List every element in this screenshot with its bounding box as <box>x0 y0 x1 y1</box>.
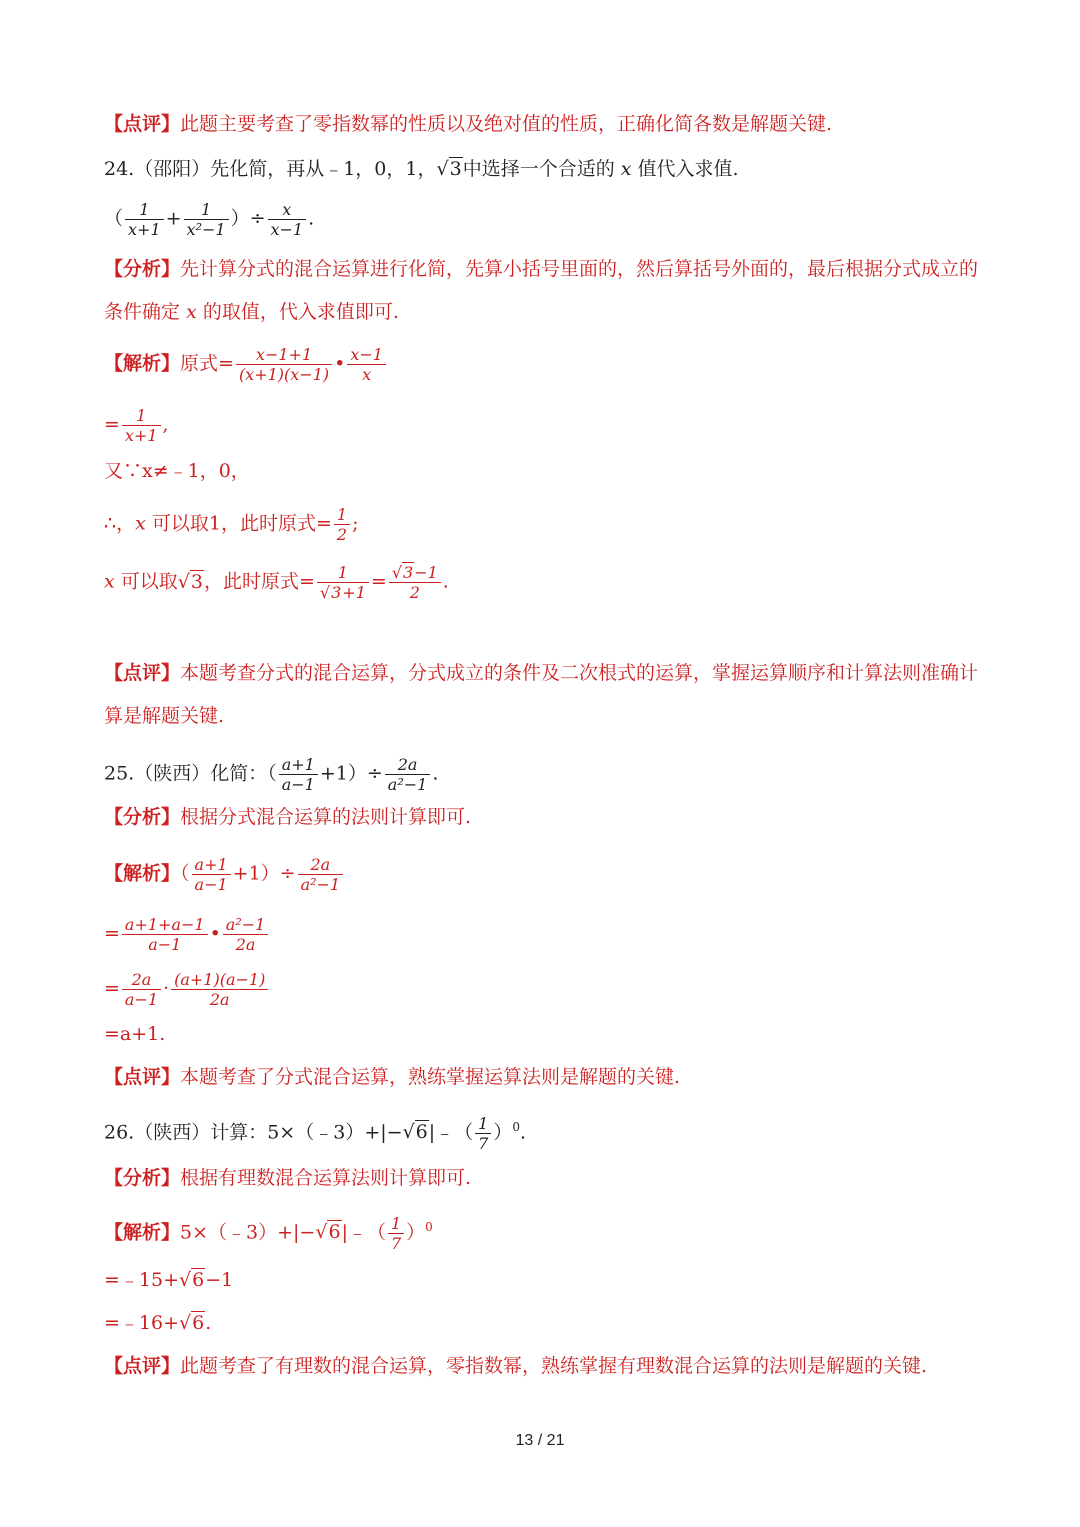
solution-tag: 【解析】 <box>104 1221 181 1244</box>
sqrt-symbol: √3 <box>436 158 462 180</box>
fraction: $\frac{x}{x-1}$ <box>268 200 307 239</box>
question-26: 26.（陕西）计算：5×（﹣3）+|−√6|﹣（ $\frac{1}{7}$ ）$^0$. <box>104 1113 527 1153</box>
review-24: 【点评】本题考查分式的混合运算，分式成立的条件及二次根式的运算，掌握运算顺序和计算法则准确计 <box>104 662 979 684</box>
q24-suffix: 值代入求值. <box>637 158 739 180</box>
fraction: $\frac{2a}{\text{a²−1}}$ <box>385 755 431 794</box>
review-26: 【点评】此题考查了有理数的混合运算，零指数幂，熟练掌握有理数混合运算的法则是解题的关键. <box>104 1355 928 1377</box>
analysis-26: 【分析】根据有理数混合运算法则计算即可. <box>104 1167 472 1189</box>
fraction: $\frac{(a+1)(a-1)}{2a}$ <box>171 970 268 1009</box>
fraction: $\frac{\text{a²−1}}{2a}$ <box>223 915 269 954</box>
solution-25: 【解析】（ $\frac{a+1}{a-1}$ +1）÷ $\frac{2a}{\text{a²−1}}$ <box>104 855 345 894</box>
fraction: $\frac{a+1}{a-1}$ <box>279 755 318 794</box>
question-24 <box>104 155 739 183</box>
fraction: $\frac{a+1}{a-1}$ <box>192 855 231 894</box>
solution-tag: 【解析】 <box>104 352 181 375</box>
fraction: $\frac{1}{7}$ <box>388 1214 404 1253</box>
fraction: $\frac{√3-1}{2}$ <box>389 563 441 602</box>
solution-24-condition: 又∵x≠﹣1，0， <box>104 460 250 482</box>
question-25: 25.（陕西）化简：（ $\frac{a+1}{a-1}$ +1）÷ $\frac{2a}{\text{a²−1}}$ . <box>104 755 439 794</box>
fraction: $\frac{a+1+a-1}{a-1}$ <box>122 915 208 954</box>
solution-25-final: =a+1. <box>104 1023 166 1045</box>
review-tag: 【点评】 <box>104 662 181 684</box>
solution-24-case1: ∴，x 可以取1，此时原式= $\frac{1}{2}$ ; <box>104 505 359 544</box>
fraction: $\frac{1}{x+1}$ <box>125 200 164 239</box>
review-23 <box>104 110 832 138</box>
question-24-expression: （ $\frac{1}{x+1}$ + $\frac{1}{\text{x²−1}}$ ）÷ $\frac{x}{x-1}$ . <box>104 200 315 239</box>
solution-26-step2: =﹣16+√6. <box>104 1312 212 1334</box>
review-24-line2: 算是解题关键. <box>104 705 225 727</box>
solution-25-step2: = $\frac{2a}{a-1}$ · $\frac{(a+1)(a-1)}{2a}$ <box>104 970 270 1009</box>
fraction: $\frac{2a}{\text{a²−1}}$ <box>298 855 344 894</box>
fraction: $\frac{1}{√3+1}$ <box>317 563 369 602</box>
solution-25-step1: = $\frac{a+1+a-1}{a-1}$ • $\frac{\text{a²−1}}{2a}$ <box>104 915 270 954</box>
fraction: $\frac{1}{\text{x²−1}}$ <box>184 200 229 239</box>
solution-24: 【解析】原式= $\frac{x-1+1}{(x+1)(x-1)}$ • $\frac{x-1}{x}$ <box>104 345 388 384</box>
analysis-tag: 【分析】 <box>104 806 181 828</box>
fraction: $\frac{x-1+1}{(x+1)(x-1)}$ <box>236 345 332 384</box>
review-text: 此题主要考查了零指数幂的性质以及绝对值的性质，正确化简各数是解题关键. <box>180 113 833 135</box>
fraction: $\frac{1}{7}$ <box>475 1114 491 1153</box>
analysis-text: 先计算分式的混合运算进行化简，先算小括号里面的，然后算括号外面的，最后根据分式成立的 <box>180 258 979 280</box>
fraction: $\frac{2a}{a-1}$ <box>122 970 161 1009</box>
page-number: 13 / 21 <box>515 1432 565 1449</box>
fraction: $\frac{1}{x+1}$ <box>122 406 161 445</box>
review-tag: 【点评】 <box>104 1355 181 1377</box>
review-tag: 【点评】 <box>104 1066 181 1088</box>
solution-26-step1: =﹣15+√6−1 <box>104 1269 234 1291</box>
fraction: $\frac{1}{2}$ <box>334 505 350 544</box>
analysis-tag: 【分析】 <box>104 1167 181 1189</box>
solution-24-step2: = $\frac{1}{x+1}$ , <box>104 406 169 445</box>
q24-mid: 中选择一个合适的 <box>462 158 615 180</box>
solution-26: 【解析】5×（﹣3）+|−√6|﹣（ $\frac{1}{7}$ ）$^0$ <box>104 1213 433 1253</box>
sqrt-symbol: √6 <box>402 1121 428 1144</box>
analysis-24-line2: 条件确定 x 的取值，代入求值即可. <box>104 301 399 323</box>
analysis-24 <box>104 255 978 283</box>
q24-prefix: 24.（邵阳）先化简，再从﹣1，0，1， <box>104 158 437 180</box>
review-tag: 【点评】 <box>104 113 181 135</box>
review-25: 【点评】本题考查了分式混合运算，熟练掌握运算法则是解题的关键. <box>104 1066 681 1088</box>
solution-tag: 【解析】 <box>104 862 181 885</box>
solution-24-case2: x 可以取√3，此时原式= $\frac{1}{√3+1}$ = $\frac{√3-1}{2}$ . <box>104 563 449 602</box>
fraction: $\frac{x-1}{x}$ <box>347 345 386 384</box>
analysis-25: 【分析】根据分式混合运算的法则计算即可. <box>104 806 472 828</box>
analysis-tag: 【分析】 <box>104 258 181 280</box>
sqrt-symbol: √3 <box>177 570 203 593</box>
var-x: x <box>620 158 632 180</box>
